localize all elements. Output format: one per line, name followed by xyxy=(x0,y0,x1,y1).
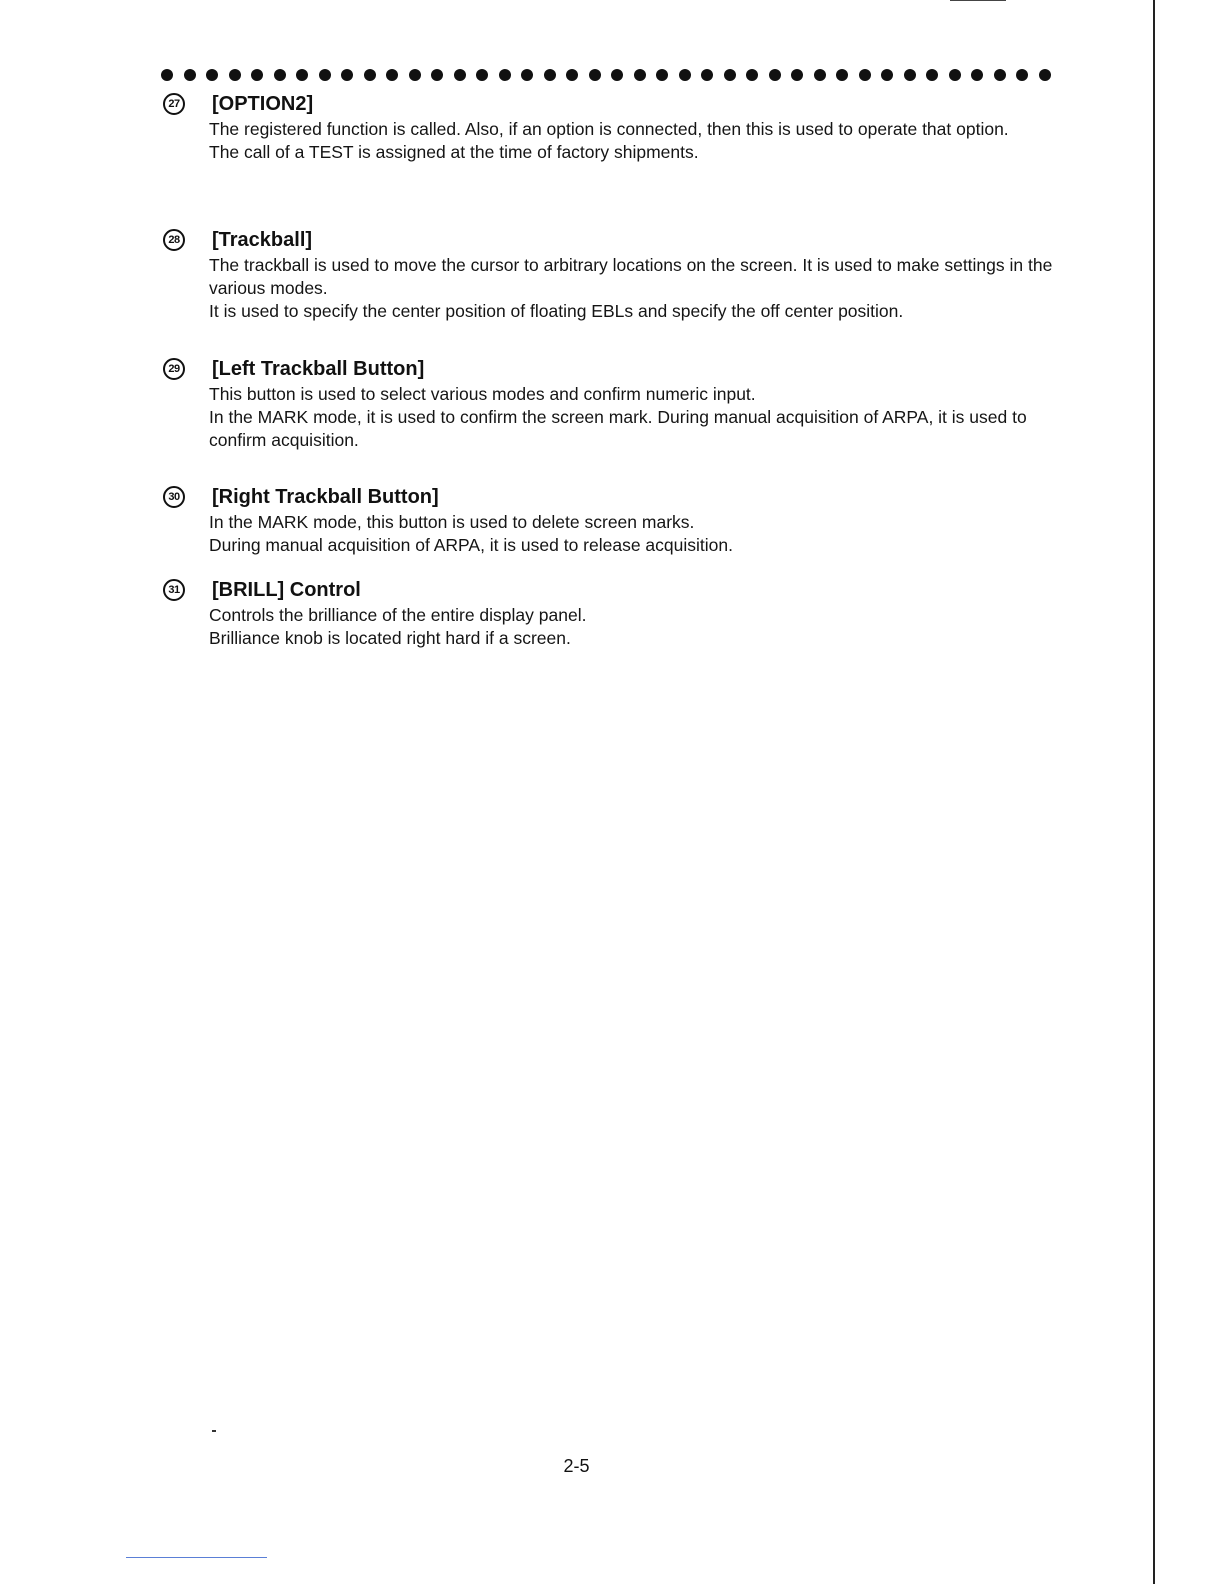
bottom-rule xyxy=(126,1557,267,1558)
section-title: [BRILL] Control xyxy=(212,578,361,601)
body-line: Brilliance knob is located right hard if a screen. xyxy=(209,628,571,648)
item-number-badge: 31 xyxy=(163,579,185,601)
body-line: The trackball is used to move the cursor to arbitrary locations on the screen. It is used to make settings in the various modes. xyxy=(209,255,1053,298)
section-title: [OPTION2] xyxy=(212,92,314,115)
section-body xyxy=(209,254,1063,323)
section-body xyxy=(209,511,1063,557)
section-body xyxy=(209,604,1063,650)
section-trackball xyxy=(163,226,1063,323)
body-line: In the MARK mode, it is used to confirm the screen mark. During manual acquisition of ARPA, it is used to confirm acquisition. xyxy=(209,407,1027,450)
item-number-badge: 30 xyxy=(163,486,185,508)
section-header xyxy=(163,355,1063,383)
body-line: Controls the brilliance of the entire display panel. xyxy=(209,605,587,625)
item-number-badge: 29 xyxy=(163,358,185,380)
section-header xyxy=(163,226,1063,254)
body-line: This button is used to select various modes and confirm numeric input. xyxy=(209,384,756,404)
top-rule xyxy=(950,0,1006,1)
body-line: In the MARK mode, this button is used to delete screen marks. xyxy=(209,512,695,532)
section-option2 xyxy=(163,90,1063,164)
page-edge-rule xyxy=(1153,0,1155,1584)
item-number-badge: 27 xyxy=(163,93,185,115)
section-title: [Right Trackball Button] xyxy=(212,485,439,508)
section-body xyxy=(209,383,1063,452)
section-header xyxy=(163,90,1063,118)
section-brill-control xyxy=(163,576,1063,650)
dot-separator xyxy=(161,67,1051,83)
section-right-trackball-button xyxy=(163,483,1063,557)
body-line: During manual acquisition of ARPA, it is used to release acquisition. xyxy=(209,535,733,555)
body-line: It is used to specify the center position of floating EBLs and specify the off center position. xyxy=(209,301,904,321)
section-title: [Trackball] xyxy=(212,228,313,251)
section-header xyxy=(163,483,1063,511)
section-body xyxy=(209,118,1063,164)
body-line: The call of a TEST is assigned at the time of factory shipments. xyxy=(209,142,699,162)
scan-speck xyxy=(212,1430,216,1432)
item-number-badge: 28 xyxy=(163,229,185,251)
section-title: [Left Trackball Button] xyxy=(212,357,425,380)
section-left-trackball-button xyxy=(163,355,1063,452)
body-line: The registered function is called. Also, if an option is connected, then this is used to operate that option. xyxy=(209,119,1009,139)
page-number: 2-5 xyxy=(563,1456,590,1476)
section-header xyxy=(163,576,1063,604)
